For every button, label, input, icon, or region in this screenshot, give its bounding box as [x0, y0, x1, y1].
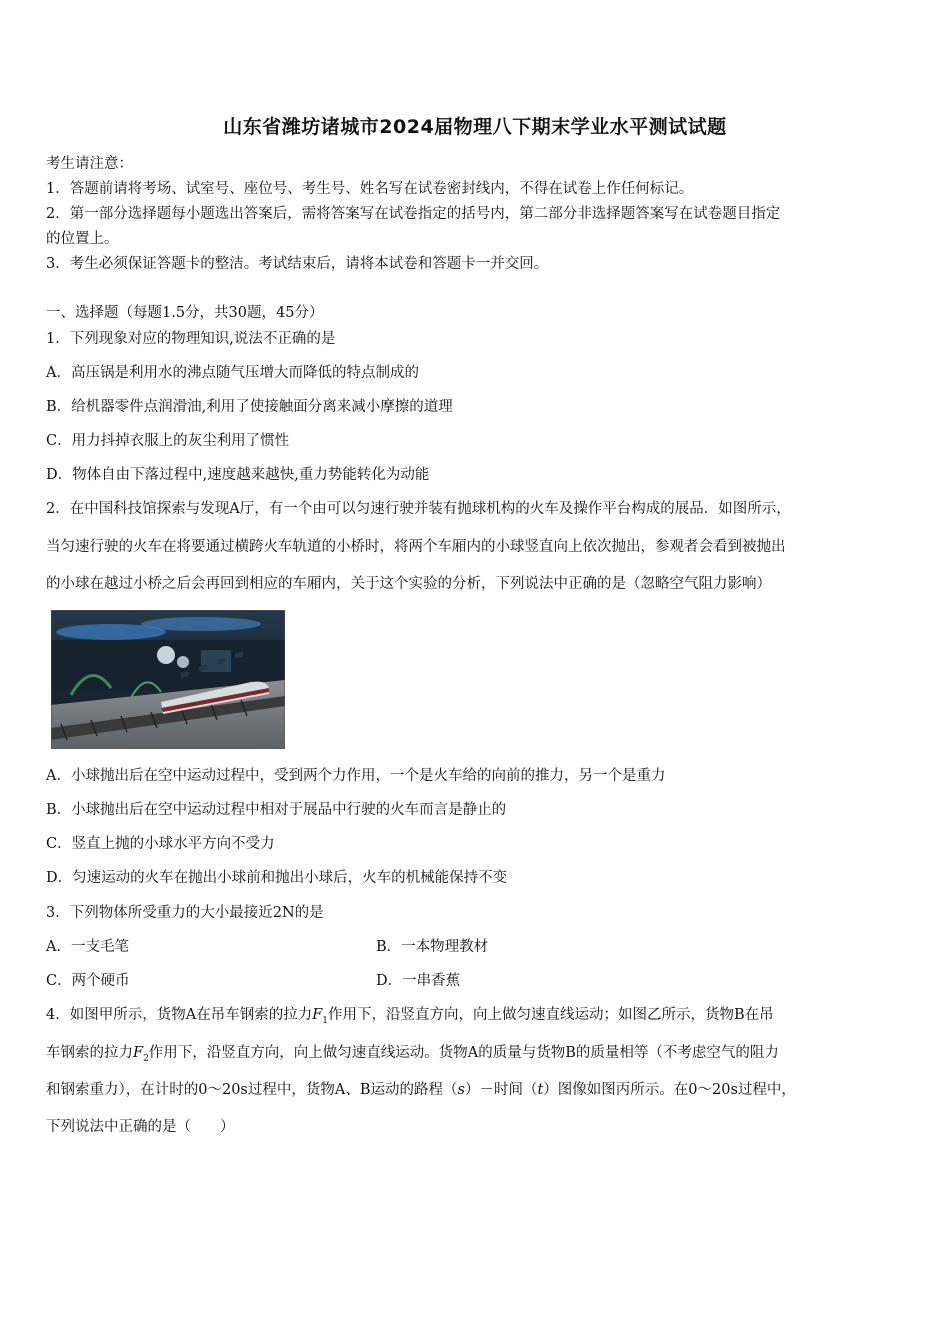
q3-stem: 3．下列物体所受重力的大小最接近2N的是 [46, 905, 324, 921]
q3-option-d: D．一串香蕉 [376, 973, 461, 989]
q4-text: ）－时间（ [464, 1082, 538, 1098]
q1-option-b: B．给机器零件点润滑油,利用了使接触面分离来减小摩擦的道理 [46, 399, 453, 415]
section-heading: 一、选择题（每题1.5分，共30题，45分） [46, 305, 324, 321]
q4-stem-line [46, 1078, 796, 1099]
q1-option-a: A．高压锅是利用水的沸点随气压增大而降低的特点制成的 [46, 365, 419, 381]
q4-subscript: 1 [322, 1015, 328, 1026]
q4-text: 车钢索的拉力 [46, 1045, 133, 1061]
notice-item: 3．考生必须保证答题卡的整洁。考试结束后，请将本试卷和答题卡一并交回。 [46, 256, 549, 272]
q2-option-a: A．小球抛出后在空中运动过程中，受到两个力作用，一个是火车给的向前的推力，另一个是重力 [46, 768, 666, 784]
q2-stem-line: 的小球在越过小桥之后会再回到相应的车厢内，关于这个实验的分析，下列说法中正确的是（忽略空气阻力影响） [46, 576, 771, 592]
q3-option-c: C．两个硬币 [46, 973, 130, 989]
notice-item: 1．答题前请将考场、试室号、座位号、考生号、姓名写在试卷密封线内，不得在试卷上作任何标记。 [46, 181, 694, 197]
q4-stem-line [46, 1041, 779, 1064]
q4-variable: s [457, 1082, 465, 1098]
notice-heading: 考生请注意： [46, 156, 133, 172]
q4-text: 作用下，沿竖直方向，向上做匀速直线运动；如图乙所示，货物B在吊 [328, 1007, 774, 1023]
q2-option-b: B．小球抛出后在空中运动过程中相对于展品中行驶的火车而言是静止的 [46, 802, 507, 818]
q3-option-a: A．一支毛笔 [46, 939, 129, 955]
q4-stem-line: 下列说法中正确的是（ ） [46, 1119, 235, 1135]
q2-option-c: C．竖直上抛的小球水平方向不受力 [46, 836, 275, 852]
q1-stem: 1．下列现象对应的物理知识,说法不正确的是 [46, 331, 336, 347]
q4-subscript: 2 [143, 1053, 149, 1064]
q4-variable: t [537, 1082, 544, 1098]
q4-stem-line [46, 1003, 774, 1026]
q1-option-c: C．用力抖掉衣服上的灰尘利用了惯性 [46, 433, 290, 449]
q4-text: 和钢索重力），在计时的0～20s过程中，货物A、B运动的路程（ [46, 1082, 458, 1098]
q3-option-b: B．一本物理教材 [376, 939, 489, 955]
q4-text: ）图像如图丙所示。在0～20s过程中， [543, 1082, 796, 1098]
notice-item: 的位置上。 [46, 231, 119, 247]
notice-item: 2．第一部分选择题每小题选出答案后，需将答案写在试卷指定的括号内，第二部分非选择题答案写在试卷题目指定 [46, 206, 781, 222]
page-title: 山东省潍坊诸城市2024届物理八下期末学业水平测试试题 [223, 116, 727, 138]
q4-text: 作用下，沿竖直方向，向上做匀速直线运动。货物A的质量与货物B的质量相等（不考虑空气的阻力 [148, 1045, 779, 1061]
train-exhibit-photo [51, 610, 285, 749]
q2-stem-line: 当匀速行驶的火车在将要通过横跨火车轨道的小桥时，将两个车厢内的小球竖直向上依次抛出，参观者会看到被抛出 [46, 539, 786, 555]
q4-variable: F [133, 1045, 144, 1061]
q4-text: 4．如图甲所示，货物A在吊车钢索的拉力 [46, 1007, 313, 1023]
q2-option-d: D．匀速运动的火车在抛出小球前和抛出小球后，火车的机械能保持不变 [46, 870, 508, 886]
q4-variable: F [312, 1007, 323, 1023]
q2-stem-line: 2．在中国科技馆探索与发现A厅，有一个由可以匀速行驶并装有抛球机构的火车及操作平台构成的展品．如图所示， [46, 501, 791, 517]
q1-option-d: D．物体自由下落过程中,速度越来越快,重力势能转化为动能 [46, 467, 430, 483]
